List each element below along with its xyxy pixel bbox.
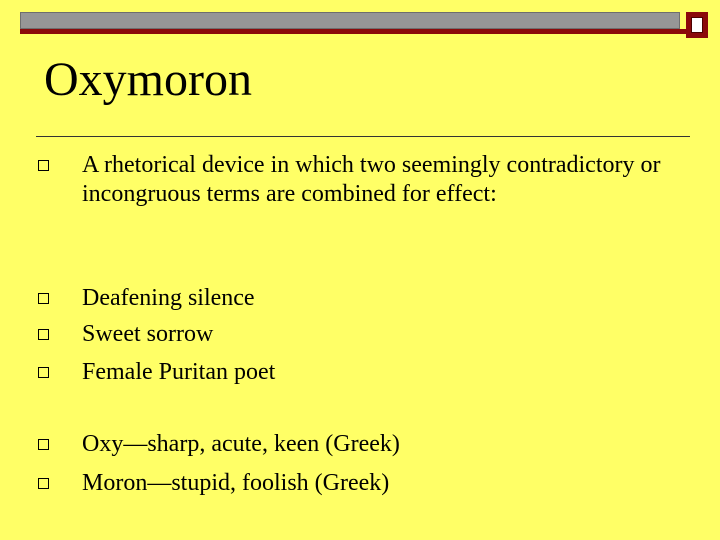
title-divider <box>36 136 690 137</box>
hollow-square-bullet-icon <box>38 478 49 489</box>
corner-square-icon <box>686 12 708 38</box>
hollow-square-bullet-icon <box>38 160 49 171</box>
bullet-example-3 <box>82 358 682 387</box>
bullet-text: Sweet sorrow <box>82 321 214 347</box>
bullet-definition <box>82 151 682 209</box>
bullet-text: Female Puritan poet <box>82 359 276 385</box>
hollow-square-bullet-icon <box>38 367 49 378</box>
bullet-etymology-1 <box>82 430 682 459</box>
slide-title: Oxymoron <box>44 53 252 106</box>
hollow-square-bullet-icon <box>38 439 49 450</box>
bullet-text: A rhetorical device in which two seemingly contradictory or incongruous terms are combined for effect: <box>82 152 661 207</box>
header-band <box>20 12 680 29</box>
bullet-etymology-2 <box>82 469 682 498</box>
bullet-text: Deafening silence <box>82 285 255 311</box>
bullet-example-1 <box>82 284 682 313</box>
header-accent-rule <box>20 29 686 34</box>
bullet-text: Moron—stupid, foolish (Greek) <box>82 470 390 496</box>
hollow-square-bullet-icon <box>38 293 49 304</box>
corner-square-inner <box>691 17 703 33</box>
bullet-example-2 <box>82 320 682 349</box>
hollow-square-bullet-icon <box>38 329 49 340</box>
bullet-text: Oxy—sharp, acute, keen (Greek) <box>82 431 400 457</box>
